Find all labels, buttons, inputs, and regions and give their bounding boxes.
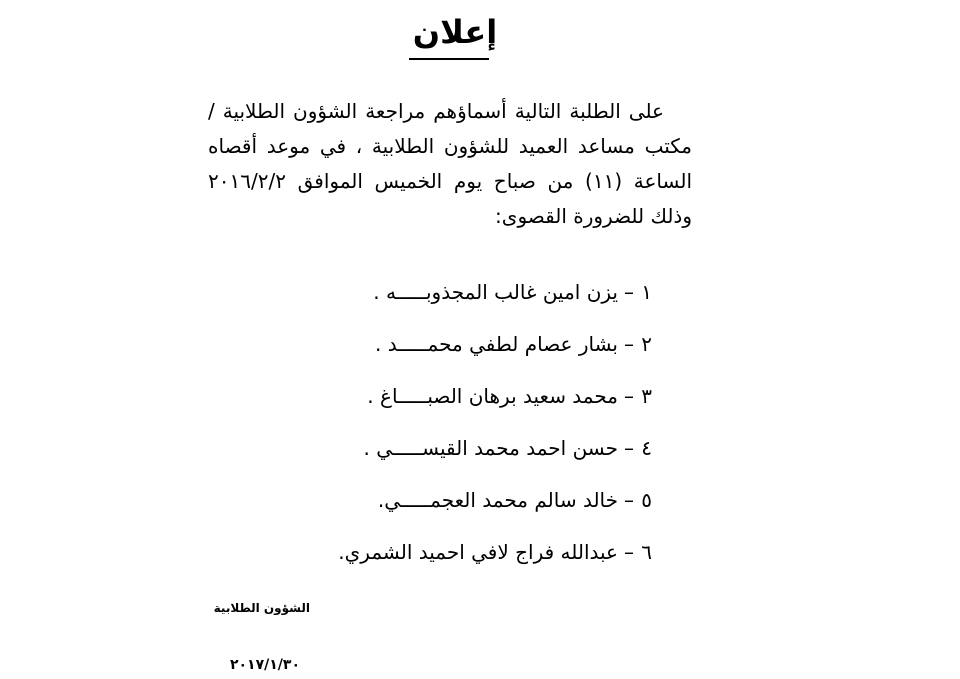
list-item (240, 274, 652, 326)
title-underline (409, 58, 489, 60)
announcement-date: ٢٠١٧/١/٣٠ (229, 657, 300, 673)
list-item-name: يزن امين غالب المجذوبـــــه . (373, 280, 618, 304)
list-item-name: خالد سالم محمد العجمـــــي. (377, 488, 618, 512)
list-item-dash: – (624, 488, 634, 512)
list-item-number: ٦ (641, 540, 652, 564)
announcement-body: على الطلبة التالية أسماؤهم مراجعة الشؤون الطلابية / مكتب مساعد العميد للشؤون الطلابية ، في موعد أقصاه الساعة (١١) من صباح يوم الخميس الموافق ٢٠١٦/٢/٢ وذلك للضرورة القصوى: (208, 99, 692, 228)
list-item (240, 378, 652, 430)
list-item-dash: – (624, 280, 634, 304)
list-item-number: ٥ (641, 488, 652, 512)
list-item-name: عبدالله فراج لافي احميد الشمري. (338, 540, 618, 564)
list-item-dash: – (624, 436, 634, 460)
signature: الشؤون الطلابية (213, 601, 310, 615)
student-list (240, 274, 652, 586)
list-item-dash: – (624, 540, 634, 564)
list-item-name: حسن احمد محمد القيســـــي . (363, 436, 618, 460)
list-item-number: ٣ (641, 384, 652, 408)
list-item (240, 430, 652, 482)
list-item-dash: – (624, 332, 634, 356)
list-item (240, 482, 652, 534)
list-item-name: محمد سعيد برهان الصبـــــاغ . (367, 384, 618, 408)
list-item-dash: – (624, 384, 634, 408)
list-item (240, 326, 652, 378)
list-item (240, 534, 652, 586)
announcement-title: إعلان (412, 13, 498, 51)
list-item-name: بشار عصام لطفي محمـــــد . (375, 332, 618, 356)
list-item-number: ٢ (641, 332, 652, 356)
list-item-number: ٤ (641, 436, 652, 460)
list-item-number: ١ (641, 280, 652, 304)
